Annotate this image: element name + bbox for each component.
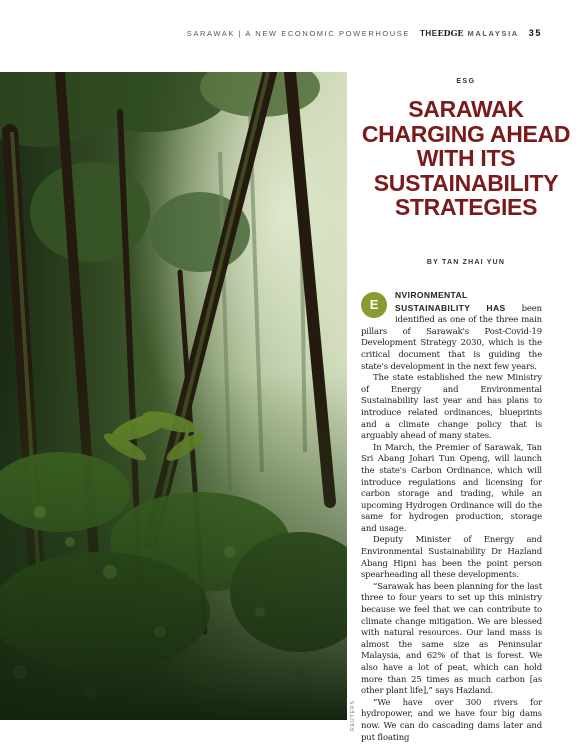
- lead-in: NVIRONMENTAL SUSTAINABILITY HAS: [395, 290, 506, 313]
- article-paragraph-4: Deputy Minister of Energy and Environmental Sustainability Dr Hazland Abang Hipni has been the point person spearheading all these developments.: [361, 535, 542, 581]
- rainforest-photo: [0, 72, 347, 720]
- publication-logo: [420, 28, 463, 38]
- section-title: SARAWAK | A NEW ECONOMIC POWERHOUSE: [186, 28, 411, 38]
- article-paragraph-5: “Sarawak has been planning for the last three to four years to set up this ministry because we feel that we can contribute to climate change mitigation. We are blessed with natural resources. Our land mass is almost the same size as Peninsular Malaysia, and 62% of that is forest. We also have a lot of peat, which can hold more than 25 times as much carbon [as other plant life],” says Hazland.: [361, 581, 542, 697]
- photo-credit: REUTERS: [350, 700, 356, 731]
- article-paragraph-6: “We have over 300 rivers for hydropower, and we have four big dams now. We can do cascading dams later and put floating: [361, 697, 542, 743]
- brand-edge: EDGE: [437, 28, 464, 38]
- rainforest-illustration: [0, 72, 347, 720]
- byline: BY TAN ZHAI YUN: [426, 259, 506, 266]
- article-paragraph-1: [361, 290, 542, 373]
- brand-the: THE: [420, 29, 438, 38]
- brand-country: MALAYSIA: [467, 28, 519, 38]
- page-number: 35: [528, 28, 542, 38]
- article-headline: SARAWAK CHARGING AHEAD WITH ITS SUSTAINABILITY STRATEGIES: [361, 96, 571, 220]
- running-head: [0, 28, 580, 38]
- article-paragraph-3: In March, the Premier of Sarawak, Tan Sri Abang Johari Tun Openg, will launch the state's Carbon Ordinance, which will introduce regulations and licensing for carbon storage and trading, while an upcoming Hydrogen Ordinance will do the same for hydrogen production, storage and usage.: [361, 442, 542, 534]
- article-paragraph-2: The state established the new Ministry of Energy and Environmental Sustainability last year and has plans to introduce related ordinances, blueprints and a climate change policy that is arguably ahead of many states.: [361, 373, 542, 442]
- section-kicker: ESG: [456, 78, 476, 85]
- article-body: [361, 290, 542, 744]
- drop-cap: E: [361, 292, 387, 318]
- paragraph-text: been identified as one of the three main pillars of Sarawak's Post-Covid-19 Development Strategy 2030, which is the critical document that is guiding the state's development in the next few years.: [361, 303, 542, 372]
